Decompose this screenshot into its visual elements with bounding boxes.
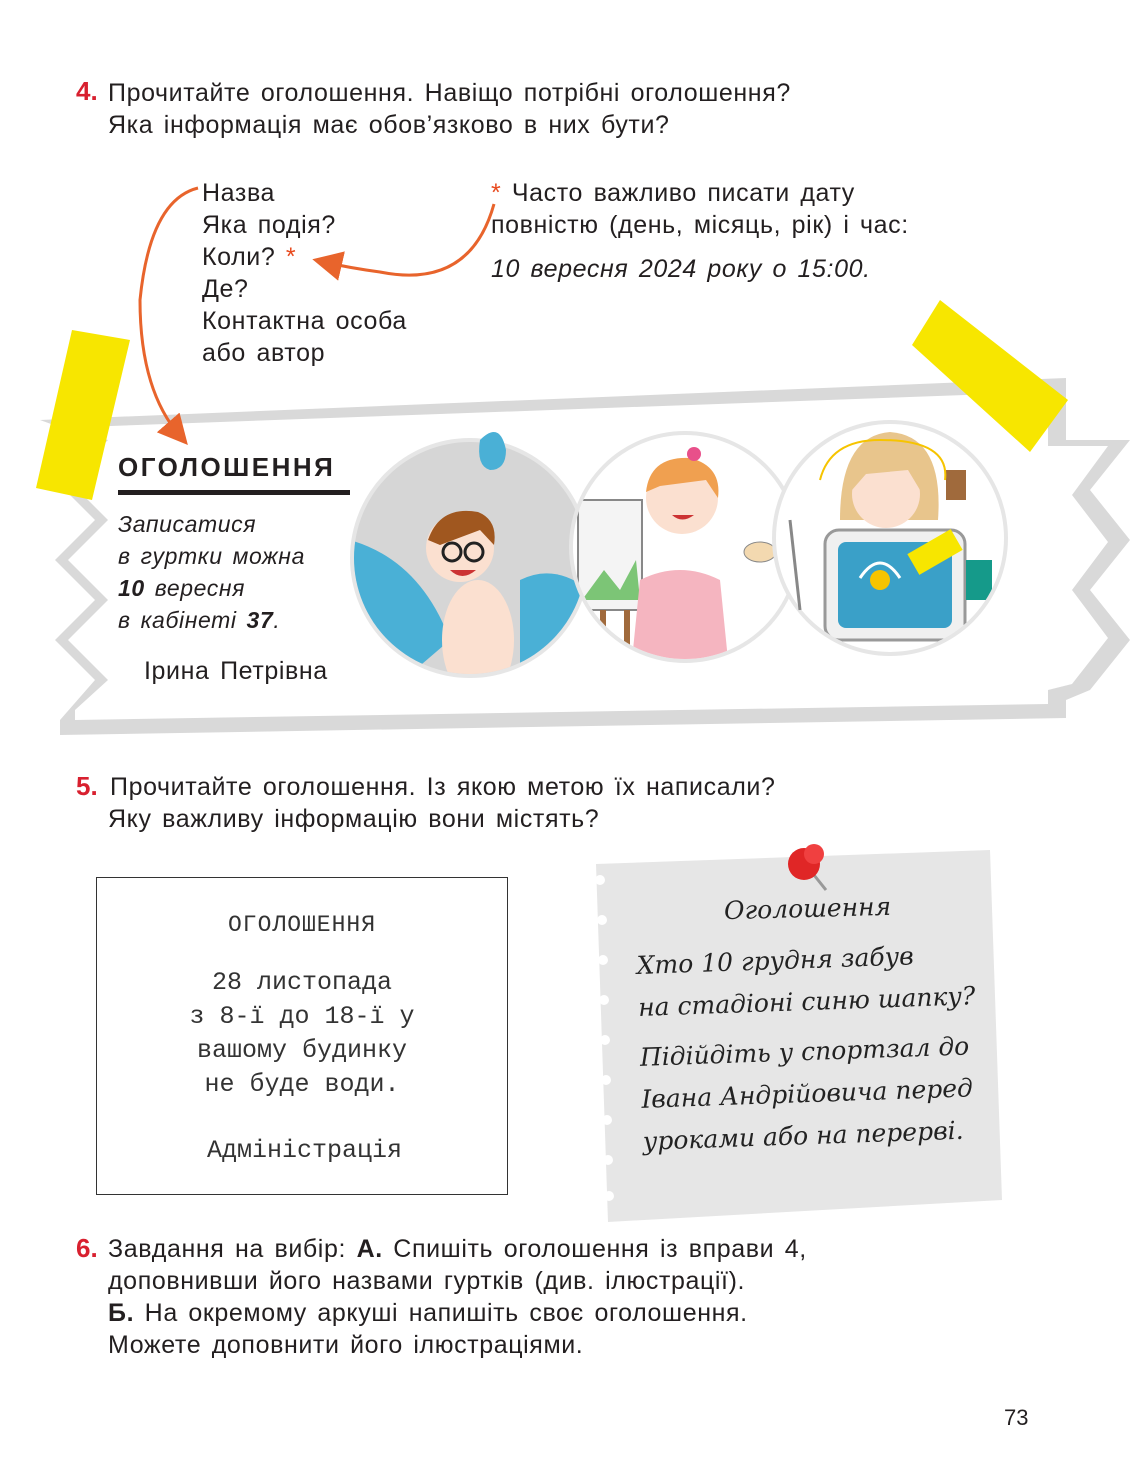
note-line: уроками або на перерві.: [642, 1115, 965, 1156]
date-example: 10 вересня 2024 року о 15:00.: [491, 255, 871, 283]
checklist-item: Назва: [202, 179, 276, 207]
announcement-title: ОГОЛОШЕННЯ: [118, 452, 336, 482]
task-6-line: Б. На окремому аркуші напишіть своє оголошення.: [108, 1299, 748, 1327]
arrow-date: [324, 204, 494, 275]
date-note-line: повністю (день, місяць, рік) і час:: [491, 211, 909, 239]
task-5-line: Прочитайте оголошення. Із якою метою їх написали?: [110, 773, 776, 801]
asterisk: *: [491, 179, 502, 207]
typed-line: з 8-ї до 18-ї у: [189, 1002, 415, 1031]
task-6-line: Можете доповнити його ілюстраціями.: [108, 1331, 584, 1359]
arrow-title: [140, 188, 198, 436]
task-5-number: 5.: [76, 771, 98, 801]
task-4-line: Яка інформація має обов’язково в них бути?: [108, 111, 670, 139]
announcement-line: в гуртки можна: [118, 543, 305, 569]
checklist-item-when: Коли? *: [202, 243, 297, 271]
task-4-line: Прочитайте оголошення. Навіщо потрібні оголошення?: [108, 79, 791, 107]
task-5-line: Яку важливу інформацію вони містять?: [108, 805, 600, 833]
announcement-line: Записатися: [118, 511, 257, 537]
page-number: 73: [1004, 1405, 1029, 1430]
title-underline: [118, 490, 350, 495]
note-body: [636, 933, 981, 1163]
task-6-text: [108, 1233, 807, 1361]
checklist-item: Яка подія?: [202, 211, 336, 239]
announcement-line: в кабінеті 37.: [118, 607, 281, 633]
typed-title: ОГОЛОШЕННЯ: [227, 912, 377, 938]
typed-body: [97, 966, 507, 1102]
note-line: Хто 10 грудня забув: [636, 941, 915, 980]
checklist-item: або автор: [202, 339, 326, 367]
typed-announcement: [96, 877, 508, 1195]
checklist-item: Де?: [202, 275, 249, 303]
task-6-line: доповнивши його назвами гуртків (див. ілюстрації).: [108, 1267, 746, 1295]
typed-line: не буде води.: [204, 1070, 400, 1099]
typed-line: 28 листопада: [211, 968, 393, 997]
task-5-text: [110, 771, 775, 835]
announcement-author: Ірина Петрівна: [144, 657, 328, 685]
task-6-line: Завдання на вибір: А. Спишіть оголошення із вправи 4,: [108, 1235, 807, 1263]
task-6-number: 6.: [76, 1233, 98, 1263]
note-line: Підійдіть у спортзал до: [639, 1031, 970, 1072]
date-note-line: * Часто важливо писати дату: [491, 179, 855, 207]
note-line: на стадіоні синю шапку?: [637, 981, 976, 1022]
checklist-item: Контактна особа: [202, 307, 407, 335]
announcement-line: 10 вересня: [118, 575, 246, 601]
note-title: Оголошення: [723, 891, 892, 926]
asterisk: *: [285, 243, 297, 271]
announcement-body: [118, 508, 305, 636]
note-line: Івана Андрійовича перед: [640, 1073, 974, 1114]
typed-signature: Адміністрація: [207, 1136, 403, 1165]
task-4-number: 4.: [76, 76, 98, 106]
typed-line: вашому будинку: [196, 1036, 408, 1065]
